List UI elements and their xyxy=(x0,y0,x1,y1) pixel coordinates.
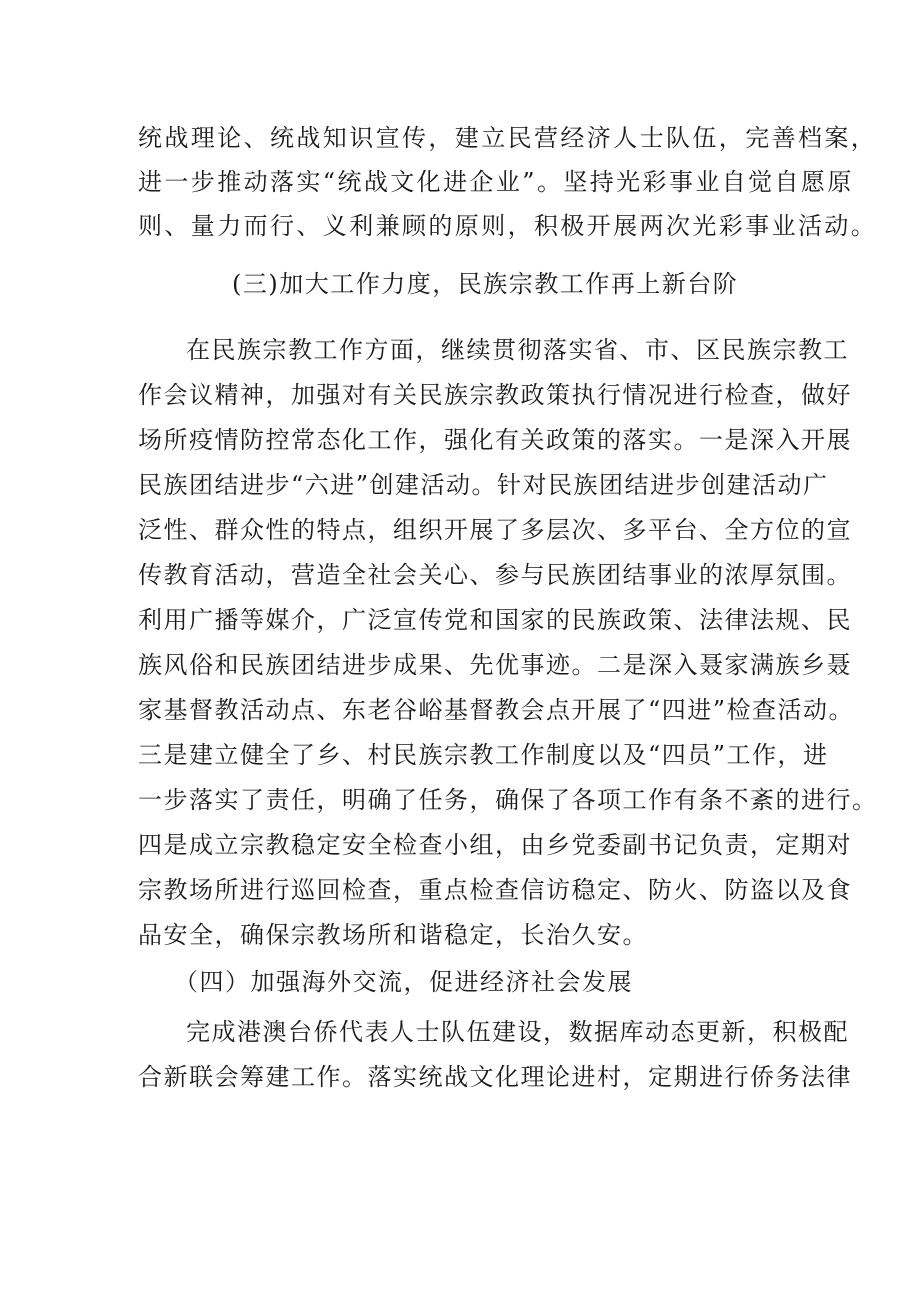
paragraph-line: 民族团结进步“六进”创建活动。针对民族团结进步创建活动广 xyxy=(138,471,829,499)
paragraph-line: 统战理论、统战知识宣传，建立民营经济人士队伍，完善档案， xyxy=(138,124,878,152)
paragraph-line: 三是建立健全了乡、村民族宗教工作制度以及“四员”工作，进 xyxy=(138,741,829,769)
paragraph-line: 进一步推动落实“统战文化进企业”。坚持光彩事业自觉自愿原 xyxy=(138,168,854,196)
paragraph-line: 家基督教活动点、东老谷峪基督教会点开展了“四进”检查活动。 xyxy=(138,696,855,724)
paragraph-line: 传教育活动，营造全社会关心、参与民族团结事业的浓厚氛围。 xyxy=(138,561,852,589)
paragraph-line: 则、量力而行、义利兼顾的原则，积极开展两次光彩事业活动。 xyxy=(138,212,878,240)
paragraph-line: 完成港澳台侨代表人士队伍建设，数据库动态更新，积极配 xyxy=(186,1018,849,1046)
section-heading-4: （四）加强海外交流，促进经济社会发展 xyxy=(174,968,633,996)
paragraph-line: 四是成立宗教稳定安全检查小组，由乡党委副书记负责，定期对 xyxy=(138,831,852,859)
paragraph-line: 泛性、群众性的特点，组织开展了多层次、多平台、全方位的宣 xyxy=(138,516,852,544)
section-heading-3: (三)加大工作力度，民族宗教工作再上新台阶 xyxy=(232,270,739,298)
paragraph-line: 利用广播等媒介，广泛宣传党和国家的民族政策、法律法规、民 xyxy=(138,606,852,634)
paragraph-line: 族风俗和民族团结进步成果、先优事迹。二是深入聂家满族乡聂 xyxy=(138,651,852,679)
paragraph-line: 场所疫情防控常态化工作，强化有关政策的落实。一是深入开展 xyxy=(138,426,852,454)
paragraph-line: 一步落实了责任，明确了任务，确保了各项工作有条不紊的进行。 xyxy=(138,786,878,814)
paragraph-line: 品安全，确保宗教场所和谐稳定，长治久安。 xyxy=(138,921,648,949)
paragraph-line: 在民族宗教工作方面，继续贯彻落实省、市、区民族宗教工 xyxy=(186,336,849,364)
paragraph-line: 宗教场所进行巡回检查，重点检查信访稳定、防火、防盗以及食 xyxy=(138,876,852,904)
paragraph-line: 合新联会筹建工作。落实统战文化理论进村，定期进行侨务法律 xyxy=(138,1063,852,1091)
paragraph-line: 作会议精神，加强对有关民族宗教政策执行情况进行检查，做好 xyxy=(138,381,852,409)
